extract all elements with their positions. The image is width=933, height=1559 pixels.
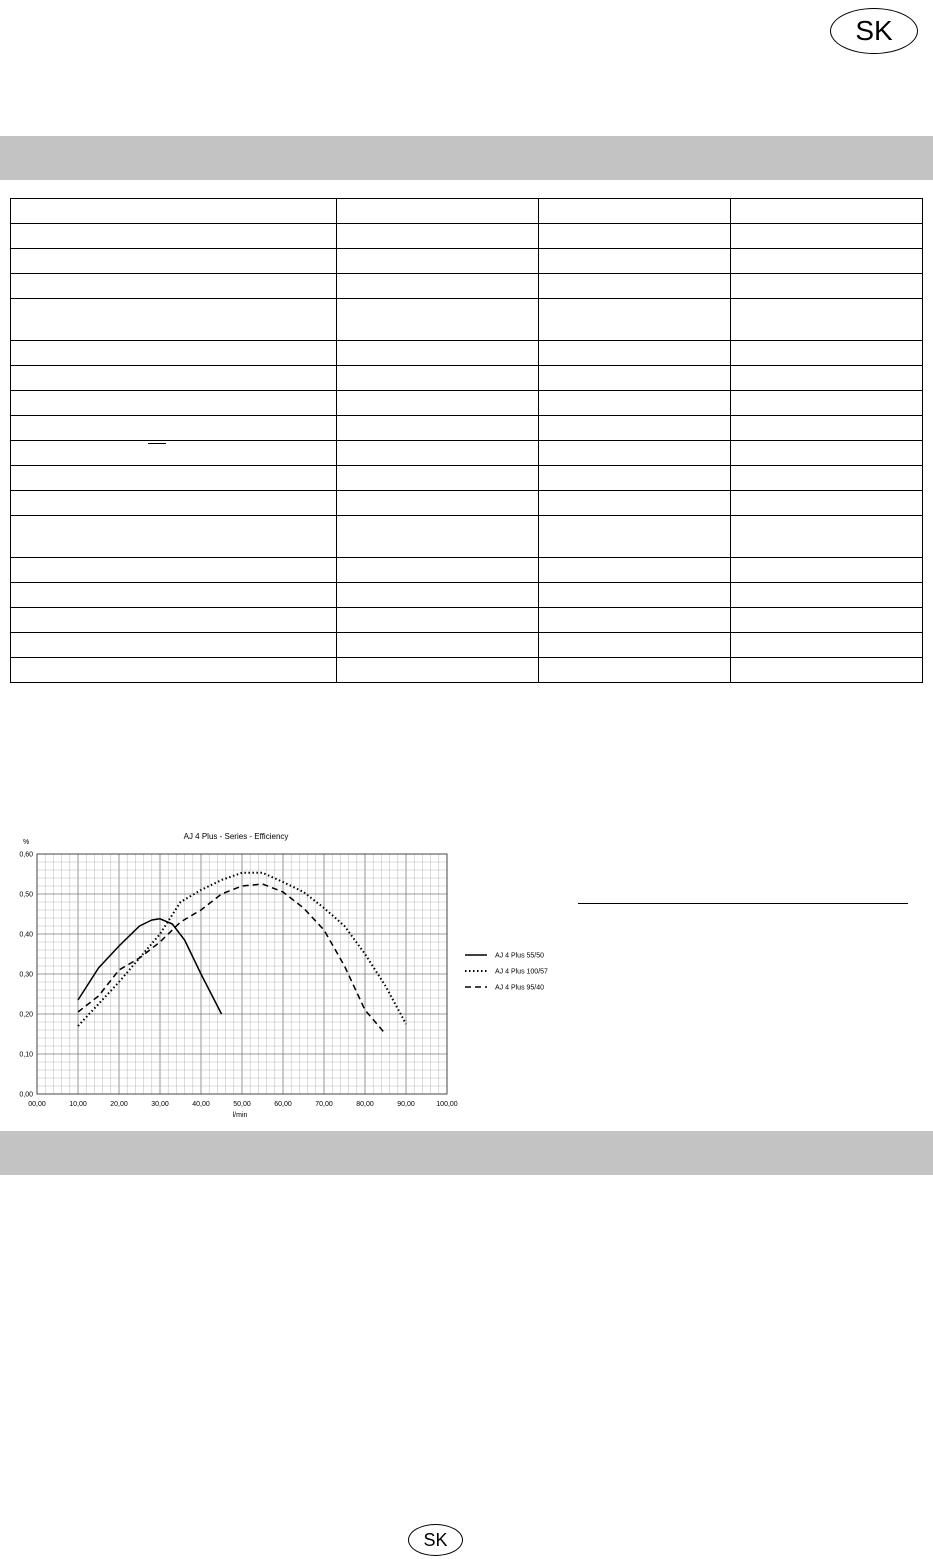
table-cell	[11, 658, 337, 683]
table-cell	[539, 341, 731, 366]
efficiency-chart	[0, 825, 933, 1125]
table-cell	[539, 633, 731, 658]
table-cell	[337, 341, 539, 366]
table-cell	[539, 491, 731, 516]
table-cell	[11, 466, 337, 491]
y-tick-label: 0,60	[19, 851, 33, 859]
table-cell	[539, 366, 731, 391]
table-cell	[337, 416, 539, 441]
chart-legend	[465, 953, 548, 992]
signature-line	[578, 903, 908, 904]
table-cell	[11, 633, 337, 658]
series-line	[78, 919, 222, 1014]
table-cell	[337, 491, 539, 516]
table-cell	[11, 274, 337, 299]
table-row	[11, 224, 923, 249]
table-cell	[11, 558, 337, 583]
table-cell	[539, 466, 731, 491]
table-row	[11, 583, 923, 608]
x-tick-label: 90,00	[397, 1101, 415, 1108]
table-cell	[731, 199, 923, 224]
legend-entry: AJ 4 Plus 95/40	[495, 984, 545, 992]
table-cell	[731, 558, 923, 583]
table-row	[11, 658, 923, 683]
table-cell	[731, 224, 923, 249]
chart-grid	[37, 854, 447, 1094]
table-cell	[11, 441, 337, 466]
table-cell	[731, 466, 923, 491]
table-cell	[11, 299, 337, 341]
table-cell	[337, 366, 539, 391]
table-cell	[337, 224, 539, 249]
chart-title: AJ 4 Plus - Series - Efficiency	[183, 832, 289, 841]
table-cell	[539, 199, 731, 224]
table-cell	[539, 441, 731, 466]
legend-entry: AJ 4 Plus 55/50	[495, 952, 545, 960]
x-tick-label: 60,00	[274, 1101, 292, 1108]
x-tick-label: 10,00	[69, 1101, 87, 1108]
table-cell	[337, 299, 539, 341]
underline-mark	[148, 443, 166, 444]
table-cell	[539, 299, 731, 341]
table-row	[11, 249, 923, 274]
table-cell	[337, 274, 539, 299]
y-tick-label: 0,10	[19, 1051, 33, 1059]
y-tick-label: 0,40	[19, 931, 33, 939]
table-cell	[11, 416, 337, 441]
table-cell	[337, 249, 539, 274]
x-tick-label: 20,00	[110, 1101, 128, 1108]
table-cell	[11, 224, 337, 249]
table-cell	[337, 583, 539, 608]
table-cell	[337, 441, 539, 466]
table-cell	[11, 608, 337, 633]
language-badge-sk-footer: SK	[408, 1524, 463, 1556]
table-row	[11, 441, 923, 466]
series-line	[78, 884, 386, 1034]
legend-entry: AJ 4 Plus 100/57	[495, 968, 548, 976]
table-cell	[337, 391, 539, 416]
table-cell	[539, 224, 731, 249]
table-row	[11, 366, 923, 391]
y-axis-label: %	[23, 839, 30, 846]
table-cell	[337, 608, 539, 633]
table-row	[11, 491, 923, 516]
table-cell	[539, 608, 731, 633]
table-cell	[539, 274, 731, 299]
x-tick-label: 70,00	[315, 1101, 333, 1108]
table-cell	[11, 391, 337, 416]
table-row	[11, 558, 923, 583]
table-cell	[11, 491, 337, 516]
table-row	[11, 199, 923, 224]
table-cell	[539, 658, 731, 683]
language-badge-sk: SK	[830, 8, 918, 54]
x-axis-label: l/min	[232, 1112, 248, 1119]
chart-ticks	[19, 852, 457, 1109]
table-row	[11, 416, 923, 441]
table-cell	[731, 441, 923, 466]
table-cell	[731, 633, 923, 658]
table-cell	[731, 583, 923, 608]
table-cell	[731, 366, 923, 391]
table-cell	[731, 416, 923, 441]
x-tick-label: 80,00	[356, 1101, 374, 1108]
table-row	[11, 274, 923, 299]
x-tick-label: 50,00	[233, 1101, 251, 1108]
section-header-band	[0, 136, 933, 180]
x-tick-label: 30,00	[151, 1101, 169, 1108]
table-row	[11, 608, 923, 633]
table-row	[11, 516, 923, 558]
table-cell	[337, 466, 539, 491]
table-cell	[731, 249, 923, 274]
y-tick-label: 0,30	[19, 971, 33, 979]
table-cell	[539, 558, 731, 583]
x-tick-label: 40,00	[192, 1101, 210, 1108]
table-cell	[539, 416, 731, 441]
table-cell	[731, 391, 923, 416]
table-cell	[11, 516, 337, 558]
table-cell	[337, 516, 539, 558]
table-row	[11, 466, 923, 491]
table-cell	[731, 341, 923, 366]
table-row	[11, 391, 923, 416]
table-row	[11, 299, 923, 341]
table-cell	[539, 391, 731, 416]
table-cell	[337, 633, 539, 658]
table-cell	[11, 366, 337, 391]
table-cell	[731, 491, 923, 516]
x-tick-label: 00,00	[28, 1101, 46, 1108]
table-cell	[731, 299, 923, 341]
table-cell	[11, 341, 337, 366]
table-cell	[539, 249, 731, 274]
section-footer-band	[0, 1131, 933, 1175]
table-row	[11, 633, 923, 658]
table-row	[11, 341, 923, 366]
table-cell	[539, 583, 731, 608]
table-cell	[731, 516, 923, 558]
y-tick-label: 0,50	[19, 891, 33, 899]
x-tick-label: 100,00	[436, 1101, 458, 1108]
table-cell	[11, 583, 337, 608]
table-cell	[539, 516, 731, 558]
table-cell	[731, 658, 923, 683]
table-cell	[731, 274, 923, 299]
table-cell	[337, 558, 539, 583]
table-cell	[11, 199, 337, 224]
table-cell	[337, 658, 539, 683]
table-cell	[731, 608, 923, 633]
y-tick-label: 0,20	[19, 1011, 33, 1019]
table-cell	[11, 249, 337, 274]
y-tick-label: 0,00	[19, 1091, 33, 1099]
specification-table	[10, 198, 923, 683]
table-cell	[337, 199, 539, 224]
